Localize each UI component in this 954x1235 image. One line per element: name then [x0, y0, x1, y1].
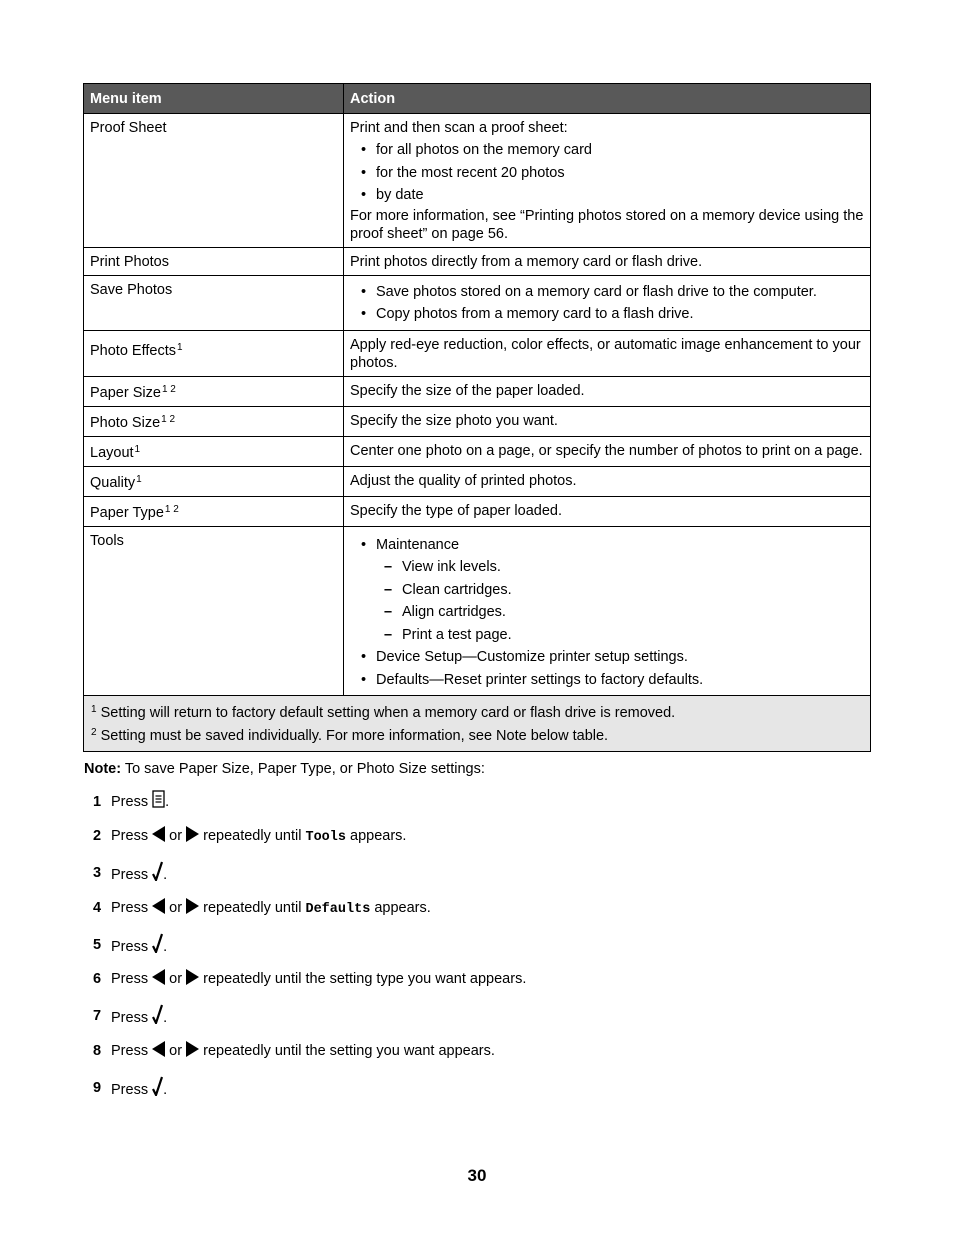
step-end: .: [163, 939, 168, 955]
header-menu-item: Menu item: [84, 84, 344, 114]
action-cell: Specify the type of paper loaded.: [344, 496, 871, 526]
list-item: [350, 534, 865, 647]
step-end: .: [165, 794, 170, 810]
left-arrow-icon: [152, 898, 165, 922]
step-code: Tools: [305, 830, 346, 845]
step: [84, 790, 784, 814]
step-press: Press: [111, 794, 149, 810]
table-row: [84, 466, 871, 496]
step-press: Press: [111, 1043, 149, 1059]
header-action: Action: [344, 84, 871, 114]
list-item: • for all photos on the memory card: [350, 139, 865, 162]
list-item: – View ink levels.: [376, 556, 865, 579]
action-cell: Specify the size photo you want.: [344, 406, 871, 436]
note-text: To save Paper Size, Paper Type, or Photo Size settings:: [124, 761, 485, 777]
footnote-text: Setting must be saved individually. For more information, see Note below table.: [100, 728, 609, 744]
step: [84, 1039, 784, 1063]
step: [84, 896, 784, 920]
table-header-row: [84, 84, 871, 114]
table-row: [84, 275, 871, 330]
list-item: • for the most recent 20 photos: [350, 162, 865, 185]
right-arrow-icon: [186, 1041, 199, 1065]
action-more-info: For more information, see “Printing photos stored on a memory device using the proof sheet” on page 56.: [350, 207, 864, 242]
checkmark-icon: [152, 1076, 163, 1104]
list-item: – Print a test page.: [376, 624, 865, 647]
list-item: • Defaults—Reset printer settings to factory defaults.: [350, 669, 865, 692]
footnote-ref: 1 2: [164, 503, 179, 515]
item-label: Photo Effects: [90, 342, 176, 359]
step: [84, 967, 784, 991]
table-row: [84, 406, 871, 436]
step-press: Press: [111, 828, 149, 844]
step-rest: repeatedly until: [203, 900, 302, 916]
bullet-list: [350, 139, 865, 207]
table-row: [84, 247, 871, 275]
note-label: Note:: [84, 761, 122, 777]
footnote: [90, 702, 865, 725]
step-press: Press: [111, 900, 149, 916]
list-item: – Clean cartridges.: [376, 579, 865, 602]
action-cell: Specify the size of the paper loaded.: [344, 376, 871, 406]
bullet-list: [350, 281, 865, 326]
table-row: [84, 526, 871, 696]
step-or: or: [169, 1043, 183, 1059]
step-or: or: [169, 971, 183, 987]
note: [84, 760, 485, 778]
step-end: appears.: [374, 900, 431, 916]
action-cell: [344, 275, 871, 330]
step-number: 4: [93, 900, 102, 916]
item-label: Photo Size: [90, 414, 161, 431]
bullet-list: [350, 534, 865, 692]
step-number: 7: [93, 1008, 102, 1024]
step-end: appears.: [350, 828, 407, 844]
checkmark-icon: [152, 1004, 163, 1032]
settings-table: [83, 83, 871, 752]
step-press: Press: [111, 1082, 149, 1098]
menu-item-cell: [84, 376, 344, 406]
step-number: 6: [93, 971, 102, 987]
left-arrow-icon: [152, 1041, 165, 1065]
checkmark-icon: [152, 933, 163, 961]
left-arrow-icon: [152, 826, 165, 850]
step-or: or: [169, 900, 183, 916]
item-label: Paper Size: [90, 384, 161, 401]
action-cell: [344, 114, 871, 248]
step-end: .: [163, 1010, 168, 1026]
dash-list: [376, 556, 865, 646]
table-footnotes-row: [84, 696, 871, 752]
table-row: [84, 330, 871, 376]
table-row: [84, 114, 871, 248]
item-label: Quality: [90, 474, 136, 491]
action-cell: Center one photo on a page, or specify the number of photos to print on a page.: [344, 436, 871, 466]
table-row: [84, 376, 871, 406]
footnote: [90, 725, 865, 748]
item-label: Paper Type: [90, 504, 164, 521]
menu-item-cell: [84, 496, 344, 526]
maintenance-label: Maintenance: [376, 536, 460, 553]
footnote-ref: 1: [176, 341, 183, 353]
step: [84, 1004, 784, 1028]
action-cell: Apply red-eye reduction, color effects, or automatic image enhancement to your photos.: [344, 330, 871, 376]
step-rest: repeatedly until the setting type you want appears.: [203, 971, 527, 987]
step: [84, 933, 784, 957]
page-number: 30: [467, 1166, 487, 1185]
step-number: 8: [93, 1043, 102, 1059]
right-arrow-icon: [186, 898, 199, 922]
step-press: Press: [111, 971, 149, 987]
step-rest: repeatedly until the setting you want appears.: [203, 1043, 495, 1059]
menu-item-cell: [84, 466, 344, 496]
footnotes-cell: [84, 696, 871, 752]
table-row: [84, 496, 871, 526]
menu-item-cell: Save Photos: [84, 275, 344, 330]
step-or: or: [169, 828, 183, 844]
steps-list: [84, 790, 784, 1100]
footnote-mark: 2: [91, 727, 97, 738]
action-intro: Print and then scan a proof sheet:: [350, 120, 568, 136]
footnote-ref: 1: [136, 473, 142, 485]
menu-item-cell: Proof Sheet: [84, 114, 344, 248]
table-row: [84, 436, 871, 466]
action-cell: [344, 526, 871, 696]
right-arrow-icon: [186, 826, 199, 850]
list-item: • by date: [350, 184, 865, 207]
list-item: – Align cartridges.: [376, 601, 865, 624]
step-number: 9: [93, 1080, 102, 1096]
step-number: 3: [93, 865, 102, 881]
menu-button-icon: [152, 790, 165, 816]
left-arrow-icon: [152, 969, 165, 993]
footnote-ref: 1: [134, 443, 141, 455]
action-cell: Print photos directly from a memory card or flash drive.: [344, 247, 871, 275]
step-end: .: [163, 1082, 168, 1098]
menu-item-cell: Print Photos: [84, 247, 344, 275]
step-number: 1: [93, 794, 102, 810]
footnote-ref: 1 2: [161, 383, 176, 395]
step: [84, 1076, 784, 1100]
step-code: Defaults: [305, 902, 371, 917]
step-end: .: [163, 867, 168, 883]
item-label: Layout: [90, 444, 134, 461]
footnote-mark: 1: [91, 704, 97, 715]
step-rest: repeatedly until: [203, 828, 302, 844]
list-item: • Device Setup—Customize printer setup settings.: [350, 646, 865, 669]
footnote-text: Setting will return to factory default setting when a memory card or flash drive is removed.: [100, 705, 676, 721]
menu-item-cell: [84, 436, 344, 466]
step-number: 2: [93, 828, 102, 844]
footnote-ref: 1 2: [161, 413, 176, 425]
menu-item-cell: [84, 406, 344, 436]
right-arrow-icon: [186, 969, 199, 993]
step: [84, 824, 784, 848]
step-press: Press: [111, 867, 149, 883]
list-item: • Copy photos from a memory card to a flash drive.: [350, 303, 865, 326]
step-press: Press: [111, 1010, 149, 1026]
step-number: 5: [93, 937, 102, 953]
action-cell: Adjust the quality of printed photos.: [344, 466, 871, 496]
list-item: • Save photos stored on a memory card or flash drive to the computer.: [350, 281, 865, 304]
menu-item-cell: Tools: [84, 526, 344, 696]
step: [84, 861, 784, 885]
menu-item-cell: [84, 330, 344, 376]
step-press: Press: [111, 939, 149, 955]
checkmark-icon: [152, 861, 163, 889]
